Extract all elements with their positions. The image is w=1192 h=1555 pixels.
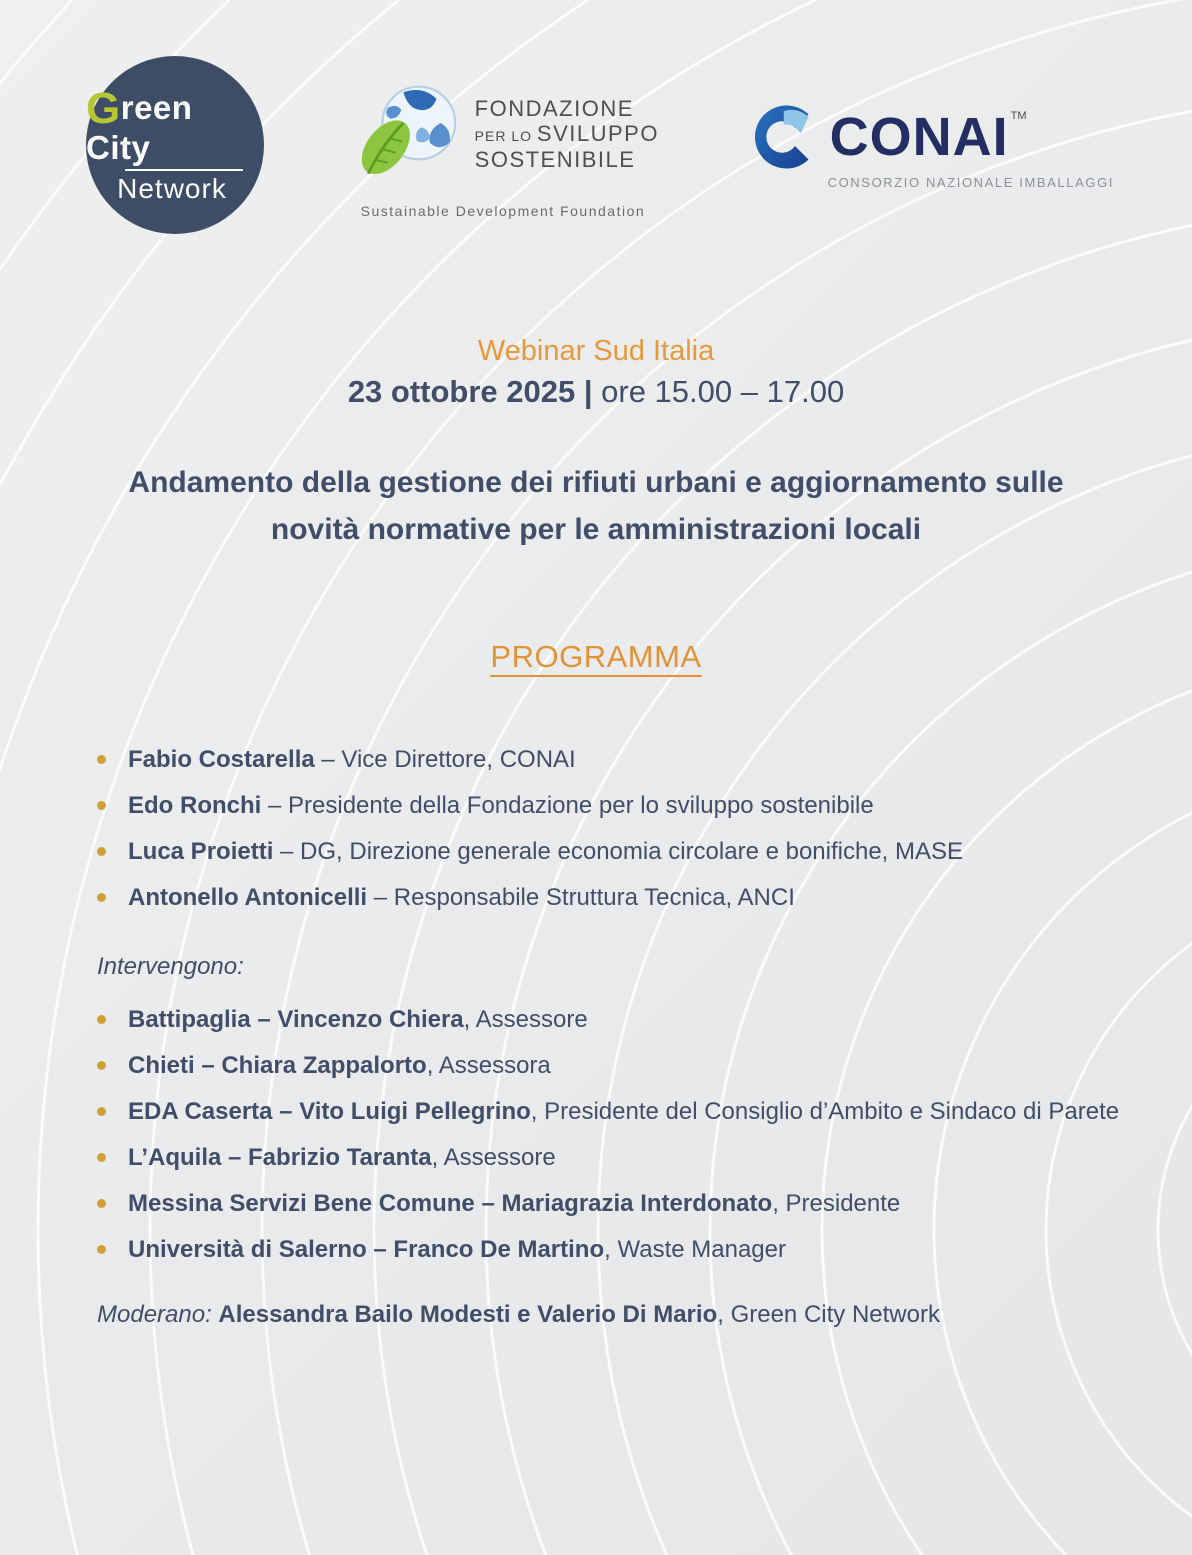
fondazione-sviluppo-sostenibile-logo [355,79,659,219]
intervention-name: Battipaglia – Vincenzo Chiera [128,1006,464,1033]
bullet-dot-icon [97,1153,106,1162]
fondazione-line3: SOSTENIBILE [474,146,636,172]
fondazione-line2: PER LO SVILUPPO [474,121,659,147]
bullet-dot-icon [97,1107,106,1116]
list-item [97,745,1152,775]
webinar-title: Andamento della gestione dei rifiuti urbani e aggiornamento sulle novità normative per le amministrazioni locali [128,466,1064,546]
speaker-role: – Presidente della Fondazione per lo sviluppo sostenibile [261,792,874,819]
moderators-line [0,1301,1192,1329]
bullet-dot-icon [97,1015,106,1024]
speaker-role: – Responsabile Struttura Tecnica, ANCI [367,884,795,911]
list-item [97,1005,1152,1035]
list-item [97,1143,1152,1173]
speakers-list [0,745,1192,913]
green-city-underline [125,169,243,171]
green-city-wordmark [86,84,264,166]
green-city-network-label: Network [117,173,227,204]
list-item [97,1235,1152,1265]
intervention-role: , Assessore [463,1006,588,1033]
bullet-dot-icon [97,893,106,902]
bullet-dot-icon [97,1199,106,1208]
intervention-name: L’Aquila – Fabrizio Taranta [128,1144,432,1171]
speaker-role: – DG, Direzione generale economia circolare e bonifiche, MASE [273,838,964,865]
fondazione-line1: FONDAZIONE [474,96,634,122]
fondazione-tagline: Sustainable Development Foundation [360,203,646,219]
bullet-dot-icon [97,801,106,810]
bullet-dot-icon [97,1245,106,1254]
event-time: ore 15.00 – 17.00 [592,374,845,409]
intervention-role: , Assessora [426,1052,551,1079]
globe-leaf-icon [355,79,465,189]
list-item [97,1051,1152,1081]
intervention-name: Messina Servizi Bene Comune – Mariagrazia Interdonato [128,1190,773,1217]
moderators-names: Alessandra Bailo Modesti e Valerio Di Mario [218,1301,718,1328]
bullet-dot-icon [97,847,106,856]
intervention-role: , Assessore [431,1144,556,1171]
bullet-dot-icon [97,755,106,764]
green-city-network-logo [86,56,264,234]
intervention-role: , Presidente [772,1190,901,1217]
speaker-name: Fabio Costarella [128,746,315,773]
logo-row [0,0,1192,235]
list-item [97,883,1152,913]
intervention-name: EDA Caserta – Vito Luigi Pellegrino [128,1098,531,1125]
conai-logo [750,101,1114,190]
list-item [97,1097,1152,1127]
intervengono-label: Intervengono: [97,953,244,980]
list-item [97,1189,1152,1219]
interventions-list [0,1005,1192,1265]
fondazione-wordmark [475,96,659,172]
list-item [97,791,1152,821]
event-date: 23 ottobre 2025 | [347,374,593,409]
intervention-role: , Presidente del Consiglio d’Ambito e Sindaco di Parete [530,1098,1120,1125]
event-type-heading: Webinar Sud Italia [477,335,715,367]
list-item [97,837,1152,867]
moderano-label: Moderano: [97,1301,219,1328]
intervention-role: , Waste Manager [604,1236,786,1263]
green-city-rest: reen City [86,89,193,166]
program-heading: PROGRAMMA [490,639,702,674]
intervention-name: Università di Salerno – Franco De Martino [128,1236,605,1263]
conai-wordmark: CONAI [829,106,1009,167]
green-city-g-letter: G [86,84,121,133]
intervention-name: Chieti – Chiara Zappalorto [128,1052,427,1079]
conai-c-mark-icon [750,101,822,173]
speaker-name: Luca Proietti [128,838,274,865]
speaker-name: Antonello Antonicelli [128,884,368,911]
speaker-role: – Vice Direttore, CONAI [314,746,576,773]
moderators-org: , Green City Network [717,1301,940,1328]
conai-tm-mark: TM [1010,109,1027,122]
date-time-line [0,374,1192,410]
conai-subtitle: CONSORZIO NAZIONALE IMBALLAGGI [827,174,1114,190]
bullet-dot-icon [97,1061,106,1070]
speaker-name: Edo Ronchi [128,792,262,819]
